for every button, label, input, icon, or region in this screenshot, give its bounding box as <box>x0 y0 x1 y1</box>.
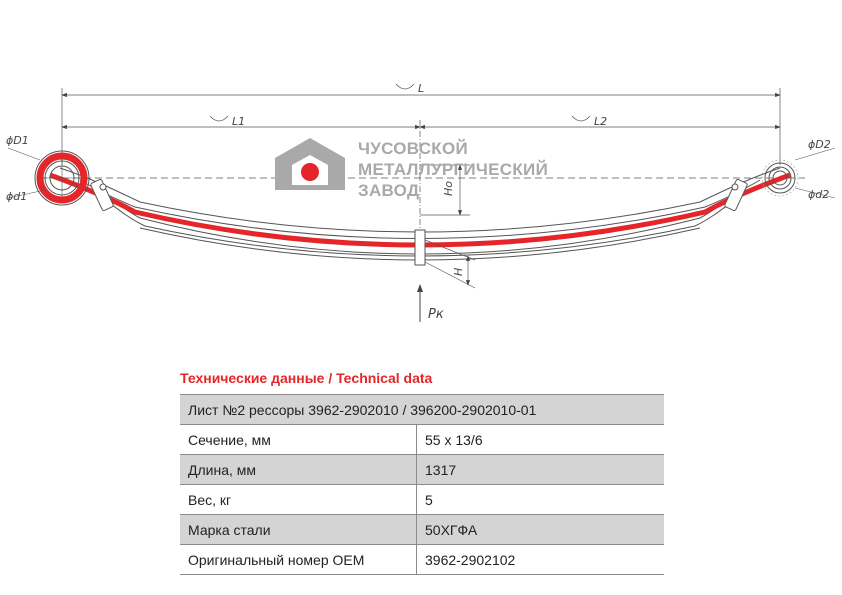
logo-line2: МЕТАЛЛУРГИЧЕСКИЙ <box>358 160 549 179</box>
d1-outer-label: ϕD1 <box>6 134 29 147</box>
spec-label: Длина, мм <box>180 455 417 485</box>
left-clamp <box>90 179 114 211</box>
spec-header: Лист №2 рессоры 3962-2902010 / 396200-2902010-01 <box>180 395 664 425</box>
spec-value: 55 x 13/6 <box>417 425 665 455</box>
d2-inner-label: ϕd2 <box>808 188 830 201</box>
spec-value: 50ХГФА <box>417 515 665 545</box>
spec-table <box>180 394 664 575</box>
spec-row <box>180 515 664 545</box>
company-logo <box>275 138 548 200</box>
spec-label: Марка стали <box>180 515 417 545</box>
d1-inner-label: ϕd1 <box>6 190 28 203</box>
d2-outer-label: ϕD2 <box>808 138 831 151</box>
center-bolt <box>415 230 425 265</box>
spec-label: Оригинальный номер OEM <box>180 545 417 575</box>
load-label: Pк <box>428 307 444 322</box>
spec-row <box>180 455 664 485</box>
spec-value: 5 <box>417 485 665 515</box>
spec-label: Вес, кг <box>180 485 417 515</box>
spec-row <box>180 425 664 455</box>
logo-line1: ЧУСОВСКОЙ <box>358 139 469 158</box>
spec-value: 1317 <box>417 455 665 485</box>
logo-line3: ЗАВОД <box>358 181 420 200</box>
spec-value: 3962-2902102 <box>417 545 665 575</box>
dimension-l1-label: L1 <box>232 115 246 128</box>
dimension-h-label: H <box>452 267 465 276</box>
spec-title: Технические данные / Technical data <box>180 370 433 386</box>
spec-label: Сечение, мм <box>180 425 417 455</box>
dimension-l-label: L <box>418 82 425 95</box>
spec-row <box>180 545 664 575</box>
spec-row <box>180 485 664 515</box>
dimension-ho-label: Ho <box>442 180 455 196</box>
left-eye <box>35 151 89 205</box>
spec-header-row <box>180 395 664 425</box>
dimension-l2-label: L2 <box>594 115 608 128</box>
